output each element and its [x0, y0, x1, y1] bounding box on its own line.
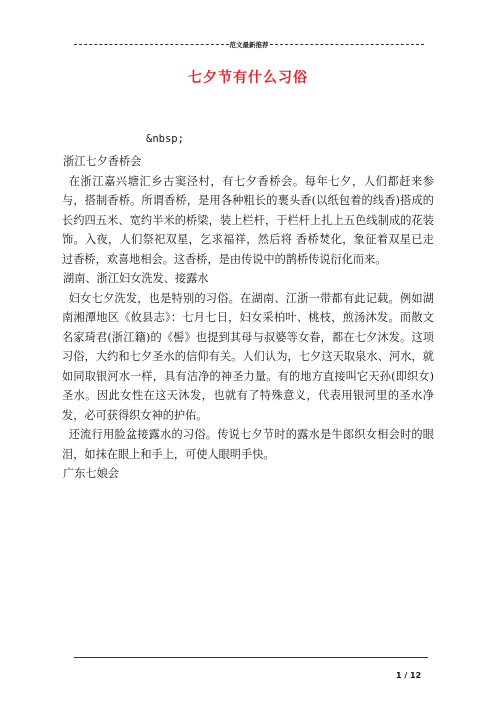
- footer-rule: [74, 657, 428, 658]
- section-heading: 湖南、浙江妇女洗发、接露水: [63, 272, 209, 285]
- section-paragraph: 在浙江嘉兴塘汇乡古窦泾村，有七夕香桥会。每年七夕，人们都赶来参与，搭制香桥。所谓香桥，是用各种粗长的裹头香(以纸包着的线香)搭成的长约四五米、宽约半米的桥梁，装上栏杆，于栏杆上扎上五色线制成的花装饰。入夜，人们祭祀双星，乞求福祥，然后将 香桥焚化，象征着双星已走过香桥，欢喜地相会。这香桥，是由传说中的鹊桥传说衍化而来。: [62, 174, 434, 266]
- section-paragraph: 妇女七夕洗发，也是特别的习俗。在湖南、江浙一带都有此记载。例如湖南湘潭地区《攸县志》：七月七日，妇女采柏叶、桃枝，煎汤沐发。而散文名家琦君(浙江籍)的《髻》也提到其母与叔婆等女眷，都在七夕沐发。这项习俗，大约和七夕圣水的信仰有关。人们认为，七夕这天取泉水、河水，就如同取银河水一样，具有洁净的神圣力量。有的地方直接叫它天孙(即织女)圣水。因此女性在这天沐发，也就有了特殊意义，代表用银河里的圣水净发，必可获得织女神的护佑。: [62, 291, 434, 422]
- section-paragraph: 还流行用脸盆接露水的习俗。传说七夕节时的露水是牛郎织女相会时的眼泪，如抹在眼上和手上，可使人眼明手快。: [62, 428, 434, 461]
- header-dash-left: [74, 44, 229, 45]
- section-heading: 广东七娘会: [63, 467, 119, 480]
- header-dash-right: [270, 44, 425, 45]
- document-title: 七夕节有什么习俗: [188, 70, 308, 86]
- nbsp-text: &nbsp;: [146, 133, 184, 145]
- document-body: [62, 152, 434, 484]
- page-number: 1 / 12: [396, 671, 422, 680]
- page-header: [74, 39, 424, 49]
- section-heading: 浙江七夕香桥会: [63, 155, 142, 168]
- header-label: 范文最新推荐: [229, 40, 269, 49]
